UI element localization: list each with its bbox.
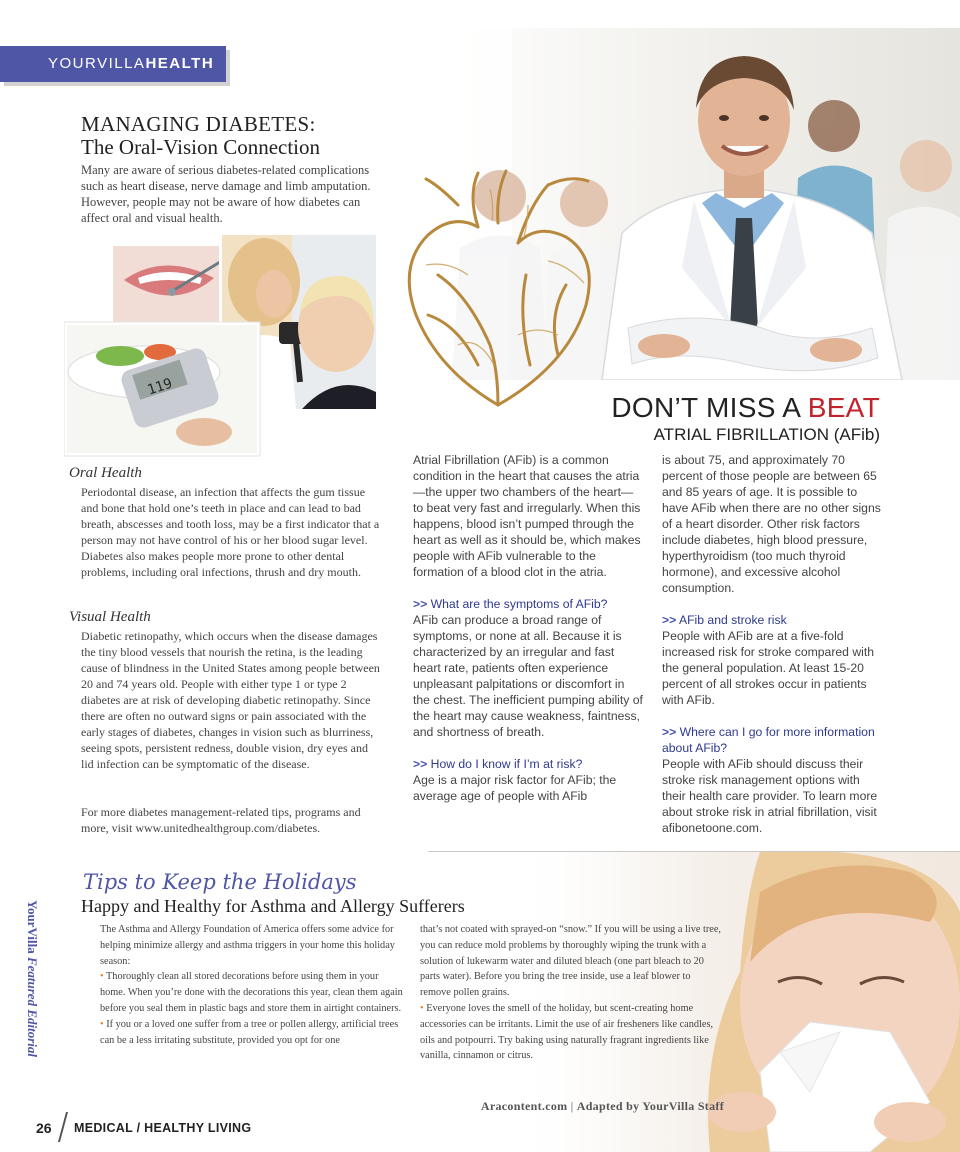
holidays-title: Happy and Healthy for Asthma and Allergy Sufferers	[81, 896, 465, 916]
credit-separator: |	[567, 1099, 577, 1113]
holidays-tip-2-continued: that’s not coated with sprayed-on “snow.” If you will be using a live tree, you can reduce mold problems by thoroughly wiping the trunk with a solution of lukewarm water and diluted bleach (one part bleach to 20 parts water). Before you bring the tree inside, use a leaf blower to remove pollen grains.	[420, 924, 722, 999]
afib-question-symptoms-text: What are the symptoms of AFib?	[430, 597, 608, 611]
afib-question-info-text: Where can I go for more information about AFib?	[662, 725, 875, 755]
section-name: MEDICAL / HEALTHY LIVING	[74, 1121, 252, 1135]
bullet-icon: •	[100, 1018, 104, 1030]
credit-adapted: Adapted by YourVilla Staff	[576, 1099, 724, 1113]
arrow-icon: >>	[662, 613, 677, 627]
diabetes-title-line1: MANAGING DIABETES:	[81, 112, 316, 136]
afib-subtitle: ATRIAL FIBRILLATION (AFib)	[653, 425, 880, 444]
holidays-tip-3-text: Everyone loves the smell of the holiday, but scent-creating home accessories can be irritants. Limit the use of air fresheners like candles, oils and potpourri. Try baking using naturally fragrant ingredients like vanilla, cinnamon or citrus.	[420, 1002, 714, 1062]
footer-slash	[58, 1112, 68, 1142]
glucose-meter-photo	[64, 322, 260, 456]
holidays-script-title: Tips to Keep the Holidays	[83, 870, 357, 894]
afib-answer-info: People with AFib should discuss their stroke risk management options with their health care provider. To learn more about stroke risk in atrial fibrillation, visit afibonetoone.com.	[662, 757, 878, 835]
afib-question-stroke	[662, 612, 882, 628]
section-banner	[0, 46, 226, 82]
arrow-icon: >>	[413, 597, 428, 611]
oral-health-heading: Oral Health	[69, 465, 142, 481]
banner-text	[48, 55, 214, 72]
afib-answer-symptoms: AFib can produce a broad range of symptoms, or none at all. Because it is characterized by an irregular and fast heart rate, patients often experience unpleasant palpitations or discomfort in the chest. The inefficient pumping ability of the heart may cause weakness, faintness, and shortness of breath.	[413, 613, 643, 739]
holidays-tip-3	[420, 1001, 722, 1064]
page-number: 26	[36, 1120, 52, 1136]
afib-title-beat: BEAT	[807, 392, 880, 423]
diabetes-photo-collage	[64, 232, 384, 457]
afib-title	[560, 392, 880, 424]
diabetes-more-info: For more diabetes management-related tips, programs and more, visit www.unitedhealthgroup.com/diabetes.	[81, 805, 361, 835]
holidays-column-1	[100, 922, 406, 1048]
afib-question-risk	[413, 756, 643, 772]
holidays-tip-1	[100, 969, 406, 1016]
meter-reading: 119	[145, 375, 175, 399]
arrow-icon: >>	[662, 725, 677, 739]
featured-editorial-sidebar	[20, 900, 40, 1100]
afib-column-2	[662, 452, 882, 836]
afib-answer-risk: Age is a major risk factor for AFib; the average age of people with AFib	[413, 773, 617, 803]
afib-intro: Atrial Fibrillation (AFib) is a common condition in the heart that causes the atria—the upper two chambers of the heart—to beat very fast and irregularly. When this happens, blood isn’t pumped through the heart as well as it should be, which makes people with AFib vulnerable to the formation of a blood clot in the atria.	[413, 453, 641, 579]
holidays-credit	[420, 1099, 724, 1114]
holidays-column-2	[420, 922, 722, 1064]
afib-question-symptoms	[413, 596, 643, 612]
holidays-tip-2	[100, 1017, 406, 1049]
banner-bold: HEALTH	[145, 55, 215, 72]
oral-health-body: Periodontal disease, an infection that affects the gum tissue and bone that hold one’s teeth in place and can lead to bad breath, abscesses and tooth loss, may be a first indicator that a person may not have control of his or her blood sugar level. Diabetes also makes people more prone to other dental problems, including oral infections, thrush and dry mouth.	[81, 485, 380, 579]
banner-light: YOURVILLA	[48, 55, 146, 72]
visual-health-body: Diabetic retinopathy, which occurs when the disease damages the tiny blood vessels that nourish the retina, is the leading cause of blindness in the United States among people between 20 and 74 years old. People with either type 1 or type 2 diabetes are at risk of developing diabetic retinopathy. Since there are often no outward signs or pain associated with the early stages of diabetes, changes in vision such as blurriness, seeing spots, persistent redness, double vision, dry eyes and lid infection can be symptomatic of the disease.	[81, 629, 380, 771]
collage-illustration	[64, 232, 384, 457]
diabetes-intro: Many are aware of serious diabetes-related complications such as heart disease, nerve damage and limb amputation. However, people may not be aware of how diabetes can affect oral and visual health.	[81, 163, 371, 225]
bullet-icon: •	[420, 1002, 424, 1014]
afib-column-1	[413, 452, 643, 804]
holidays-tip-2-text: If you or a loved one suffer from a tree or pollen allergy, artificial trees can be a less irritating substitute, provided you opt for one	[100, 1018, 399, 1046]
visual-health-heading: Visual Health	[69, 609, 151, 625]
afib-risk-continued: is about 75, and approximately 70 percent of those people are between 65 and 85 years of age. It is possible to have AFib when there are no other signs of a heart disorder. Other risk factors include diabetes, high blood pressure, hyperthyroidism (too much thyroid hormone), and excessive alcohol consumption.	[662, 453, 881, 595]
dental-photo	[113, 246, 223, 322]
afib-question-info	[662, 724, 882, 756]
diabetes-title	[81, 113, 401, 159]
afib-question-stroke-text: AFib and stroke risk	[678, 613, 787, 627]
bullet-icon: •	[100, 971, 104, 983]
afib-title-part1: DON’T MISS A	[611, 392, 808, 423]
arrow-icon: >>	[413, 757, 428, 771]
afib-question-risk-text: How do I know if I’m at risk?	[430, 757, 583, 771]
afib-answer-stroke: People with AFib are at a five-fold increased risk for stroke compared with the general population. At least 15-20 percent of all strokes occur in patients with AFib.	[662, 629, 875, 707]
credit-source: Aracontent.com	[480, 1099, 568, 1113]
holidays-intro: The Asthma and Allergy Foundation of America offers some advice for helping minimize allergy and asthma triggers in your home this holiday season:	[100, 924, 395, 967]
sidebar-label: Featured Editorial	[25, 953, 40, 1057]
sidebar-brand: YourVilla	[25, 900, 40, 954]
diabetes-title-line2: The Oral-Vision Connection	[81, 135, 321, 159]
holidays-tip-1-text: Thoroughly clean all stored decorations before using them in your home. When you’re done with the decorations this year, clean them again before you seal them in plastic bags and store them in airtight containers.	[100, 971, 403, 1014]
heart-illustration	[398, 165, 608, 410]
